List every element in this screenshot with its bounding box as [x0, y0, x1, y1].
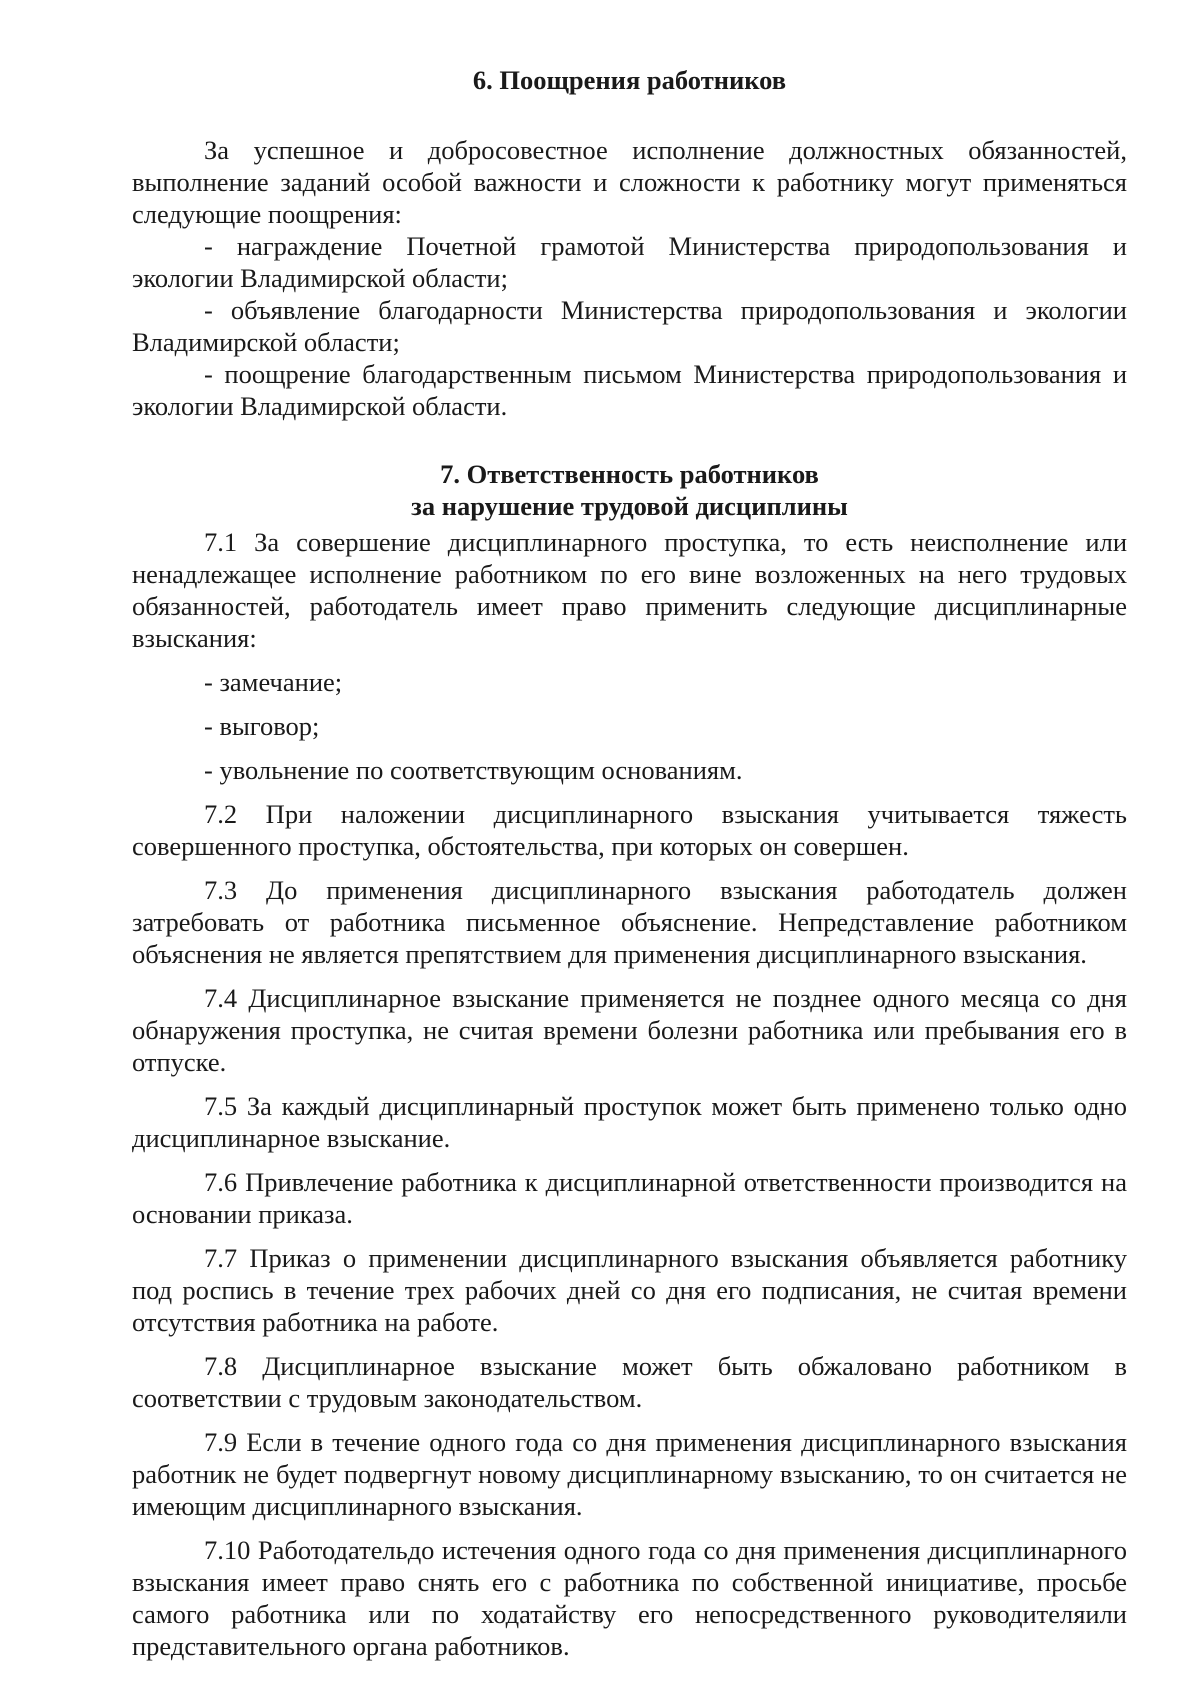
- paragraph-7-6: 7.6 Привлечение работника к дисциплинарной ответственности производится на основании приказа.: [132, 1167, 1127, 1229]
- section-7-heading: [132, 458, 1127, 522]
- reward-item-2: - объявление благодарности Министерства природопользования и экологии Владимирской области;: [132, 295, 1127, 357]
- reward-item-3: - поощрение благодарственным письмом Министерства природопользования и экологии Владимирской области.: [132, 359, 1127, 421]
- paragraph-7-9: 7.9 Если в течение одного года со дня применения дисциплинарного взыскания работник не будет подвергнут новому дисциплинарному взысканию, то он считается не имеющим дисциплинарного взыскания.: [132, 1427, 1127, 1521]
- paragraph-7-1: 7.1 За совершение дисциплинарного проступка, то есть неисполнение или ненадлежащее исполнение работником по его вине возложенных на него трудовых обязанностей, работодатель имеет право применить следующие дисциплинарные взыскания:: [132, 527, 1127, 653]
- paragraph-7-5: 7.5 За каждый дисциплинарный проступок может быть применено только одно дисциплинарное взыскание.: [132, 1091, 1127, 1153]
- document-page: [132, 64, 1127, 1662]
- paragraph-7-10: 7.10 Работодательдо истечения одного года со дня применения дисциплинарного взыскания имеет право снять его с работника по собственной инициативе, просьбе самого работника или по ходатайству его непосредственного руководителяили представительного органа работников.: [132, 1535, 1127, 1661]
- reward-item-1: - награждение Почетной грамотой Министерства природопользования и экологии Владимирской области;: [132, 231, 1127, 293]
- section-7-heading-line-2: за нарушение трудовой дисциплины: [411, 491, 848, 521]
- paragraph-7-2: 7.2 При наложении дисциплинарного взыскания учитывается тяжесть совершенного проступка, обстоятельства, при которых он совершен.: [132, 799, 1127, 861]
- paragraph-7-7: 7.7 Приказ о применении дисциплинарного взыскания объявляется работнику под роспись в течение трех рабочих дней со дня его подписания, не считая времени отсутствия работника на работе.: [132, 1243, 1127, 1337]
- paragraph-7-4: 7.4 Дисциплинарное взыскание применяется не позднее одного месяца со дня обнаружения проступка, не считая времени болезни работника или пребывания его в отпуске.: [132, 983, 1127, 1077]
- penalty-item-2: - выговор;: [204, 711, 320, 741]
- section-6-intro: За успешное и добросовестное исполнение должностных обязанностей, выполнение заданий особой важности и сложности к работнику могут применяться следующие поощрения:: [132, 135, 1127, 229]
- paragraph-7-8: 7.8 Дисциплинарное взыскание может быть обжаловано работником в соответствии с трудовым законодательством.: [132, 1351, 1127, 1413]
- section-6-heading: 6. Поощрения работников: [472, 65, 787, 95]
- penalty-item-3: - увольнение по соответствующим основаниям.: [204, 755, 743, 785]
- paragraph-7-3: 7.3 До применения дисциплинарного взыскания работодатель должен затребовать от работника письменное объяснение. Непредставление работником объяснения не является препятствием для применения дисциплинарного взыскания.: [132, 875, 1127, 969]
- section-7-heading-line-1: 7. Ответственность работников: [440, 459, 819, 489]
- penalty-item-1: - замечание;: [204, 667, 343, 697]
